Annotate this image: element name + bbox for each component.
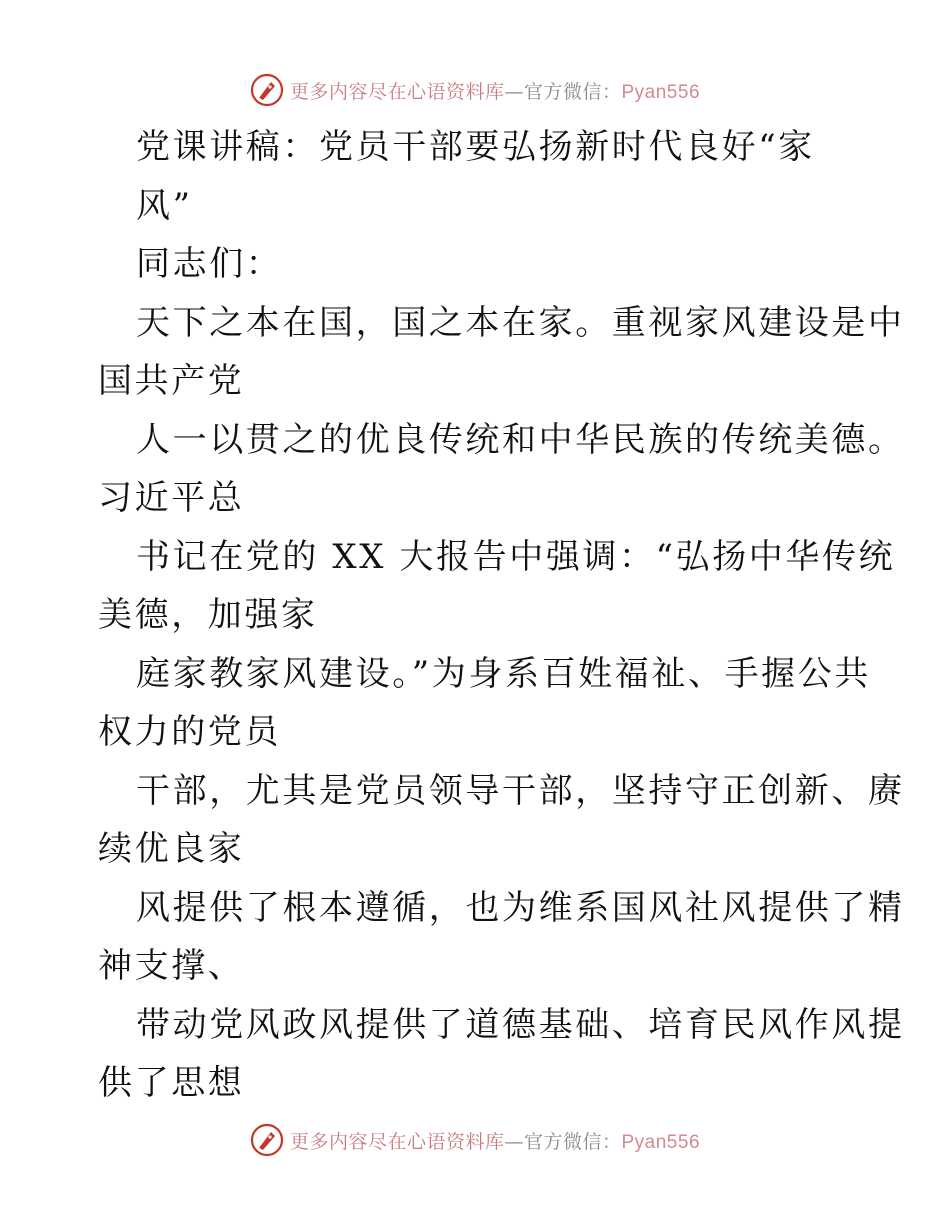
- banner-title: 更多内容尽在心语资料库: [289, 80, 505, 103]
- banner-text: [290, 77, 700, 104]
- text-line: 习近平总: [98, 478, 245, 518]
- pen-nib-logo-icon: [250, 1123, 284, 1157]
- document-body: [98, 118, 905, 1113]
- banner-wechat-id: Pyan556: [621, 81, 701, 103]
- banner-separator: —: [504, 80, 524, 103]
- pen-nib-logo-icon: [250, 73, 284, 107]
- text-line: 续优良家: [98, 829, 245, 869]
- text-line: 权力的党员: [98, 712, 281, 752]
- text-line: 党课讲稿：党员干部要弘扬新时代良好“家: [136, 127, 815, 167]
- banner-wechat-label: 官方微信：: [523, 80, 622, 103]
- text-line: 天下之本在国，国之本在家。重视家风建设是中: [136, 302, 905, 343]
- text-line: 神支撑、: [98, 946, 245, 986]
- banner-title: 更多内容尽在心语资料库: [289, 1130, 505, 1153]
- header-banner: [0, 70, 950, 110]
- text-line: 干部，尤其是党员领导干部，坚持守正创新、赓: [136, 770, 905, 811]
- text-line: 国共产党: [98, 361, 245, 401]
- banner-text: [290, 1127, 700, 1154]
- text-line: 同志们：: [136, 244, 283, 284]
- text-line: 风提供了根本遵循，也为维系国风社风提供了精: [136, 887, 905, 928]
- banner-separator: —: [504, 1130, 524, 1153]
- banner-wechat-label: 官方微信：: [523, 1130, 622, 1153]
- text-line: 书记在党的 XX 大报告中强调：“弘扬中华传统: [136, 536, 896, 577]
- text-line: 带动党风政风提供了道德基础、培育民风作风提: [136, 1004, 905, 1045]
- banner-wechat-id: Pyan556: [621, 1131, 701, 1153]
- text-line: 风”: [136, 185, 193, 226]
- text-line: 美德，加强家: [98, 595, 318, 635]
- text-line: 人一以贯之的优良传统和中华民族的传统美德。: [136, 419, 905, 460]
- footer-banner: [0, 1120, 950, 1160]
- text-line: 供了思想: [98, 1063, 245, 1103]
- text-line: 庭家教家风建设。”为身系百姓福祉、手握公共: [136, 653, 871, 694]
